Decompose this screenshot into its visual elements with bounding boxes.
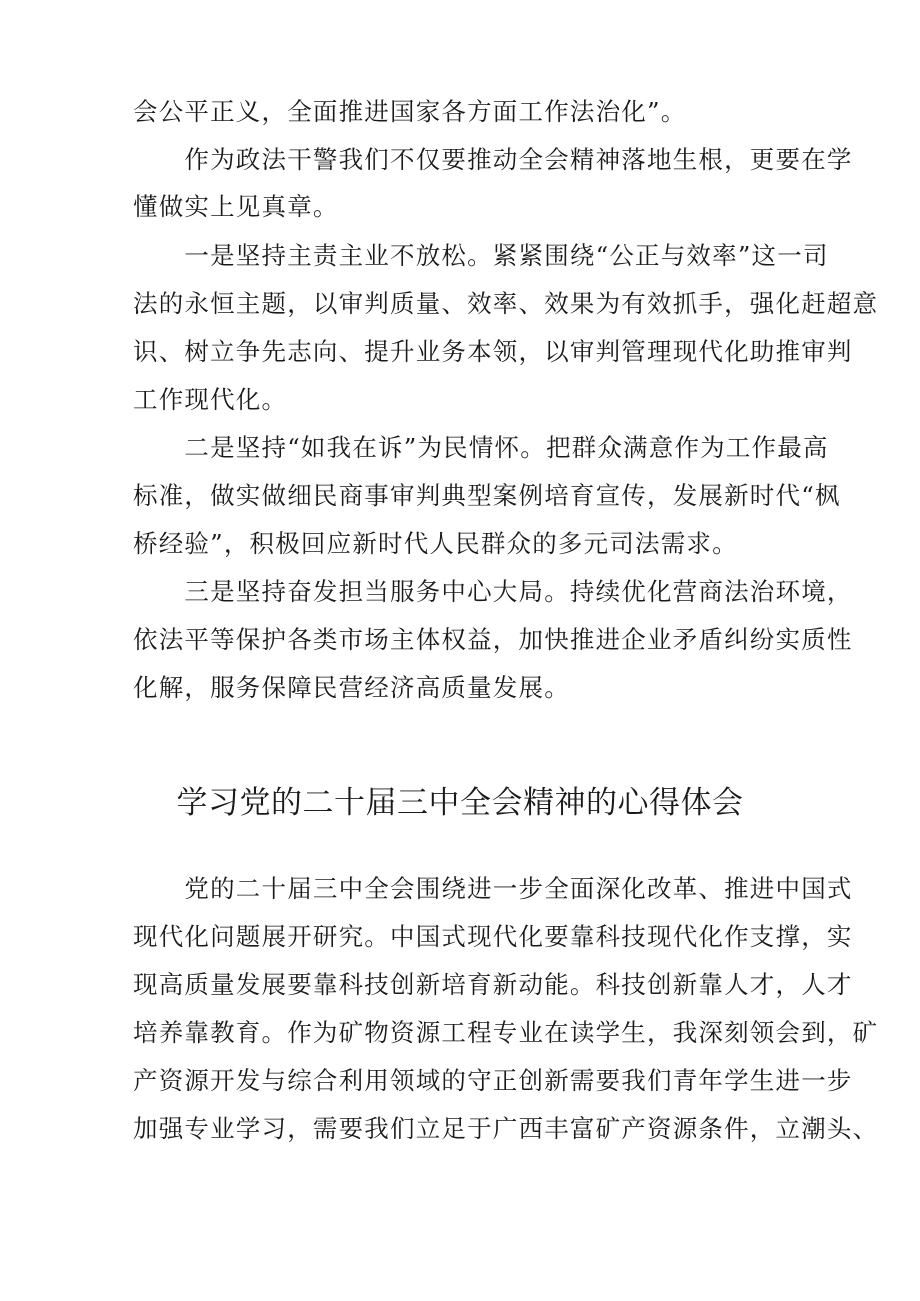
text-line: 化解，服务保障民营经济高质量发展。: [133, 673, 570, 702]
text-line: 加强专业学习，需要我们立足于广西丰富矿产资源条件，立潮头、: [133, 1114, 879, 1143]
text-line: 识、树立争先志向、提升业务本领，以审判管理现代化助推审判: [133, 337, 853, 366]
text-line: 一是坚持主责主业不放松。紧紧围绕“公正与效率”这一司: [133, 241, 829, 270]
text-line: 依法平等保护各类市场主体权益，加快推进企业矛盾纠纷实质性: [133, 625, 853, 654]
text-line: 党的二十届三中全会围绕进一步全面深化改革、推进中国式: [133, 874, 853, 903]
text-line: 产资源开发与综合利用领域的守正创新需要我们青年学生进一步: [133, 1066, 853, 1095]
text-line: 工作现代化。: [133, 385, 288, 414]
text-line: 懂做实上见真章。: [133, 192, 339, 221]
section-title: 学习党的二十届三中全会精神的心得体会: [176, 785, 744, 821]
text-line: 三是坚持奋发担当服务中心大局。持续优化营商法治环境，: [133, 577, 853, 606]
text-line: 二是坚持“如我在诉”为民情怀。把群众满意作为工作最高: [133, 433, 829, 462]
text-line: 培养靠教育。作为矿物资源工程专业在读学生，我深刻领会到，矿: [133, 1018, 879, 1047]
text-line: 标准，做实做细民商事审判典型案例培育宣传，发展新时代“枫: [133, 481, 841, 510]
text-line: 现高质量发展要靠科技创新培育新动能。科技创新靠人才，人才: [133, 970, 853, 999]
text-line: 作为政法干警我们不仅要推动全会精神落地生根，更要在学: [133, 145, 853, 174]
text-line: 桥经验”，积极回应新时代人民群众的多元司法需求。: [133, 529, 738, 558]
text-line: 会公平正义，全面推进国家各方面工作法治化”。: [133, 97, 687, 126]
text-line: 法的永恒主题，以审判质量、效率、效果为有效抓手，强化赶超意: [133, 289, 879, 318]
text-line: 现代化问题展开研究。中国式现代化要靠科技现代化作支撑，实: [133, 922, 853, 951]
